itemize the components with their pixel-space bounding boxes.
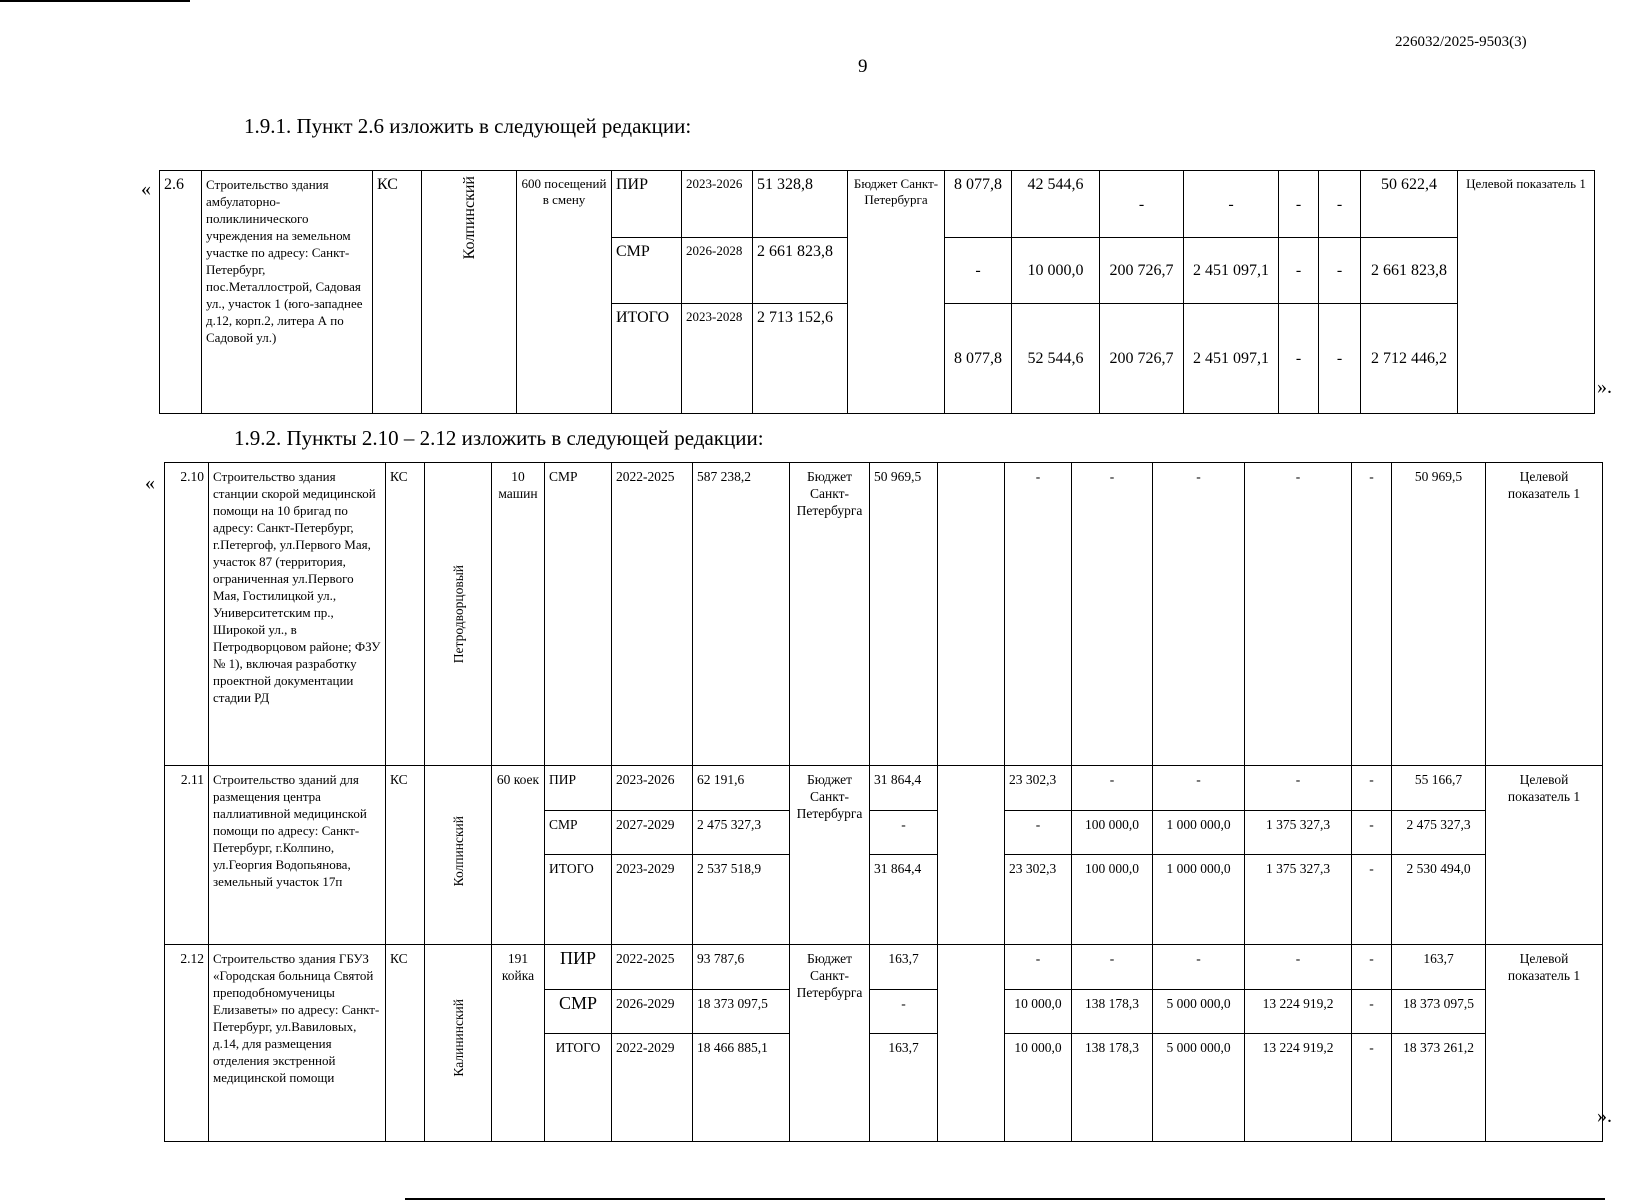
value: 10 000,0 bbox=[1012, 238, 1100, 304]
table-items-2-10-2-12 bbox=[164, 462, 1603, 1142]
funding-source: Бюджет Санкт-Петербурга bbox=[790, 945, 870, 1142]
period: 2022-2029 bbox=[612, 1034, 693, 1142]
value: - bbox=[1245, 945, 1352, 990]
value: 200 726,7 bbox=[1100, 238, 1184, 304]
district-cell bbox=[425, 945, 492, 1142]
period: 2023-2029 bbox=[612, 855, 693, 945]
value: 31 864,4 bbox=[870, 855, 938, 945]
district-name: Колпинский bbox=[460, 176, 478, 260]
row-total: 50 969,5 bbox=[1392, 463, 1486, 766]
stage: ИТОГО bbox=[545, 1034, 612, 1142]
value: - bbox=[1352, 766, 1392, 811]
value: - bbox=[870, 990, 938, 1034]
top-rule bbox=[0, 0, 190, 2]
target-indicator: Целевой показатель 1 bbox=[1486, 463, 1603, 766]
item-number: 2.11 bbox=[165, 766, 209, 945]
cost: 2 475 327,3 bbox=[693, 811, 790, 855]
value: 200 726,7 bbox=[1100, 304, 1184, 414]
value: - bbox=[1319, 238, 1361, 304]
value: - bbox=[1153, 463, 1245, 766]
cost: 2 661 823,8 bbox=[753, 238, 848, 304]
value: 1 375 327,3 bbox=[1245, 855, 1352, 945]
period: 2023-2026 bbox=[682, 171, 753, 238]
value: - bbox=[1072, 463, 1153, 766]
value: 10 000,0 bbox=[1005, 1034, 1072, 1142]
value: - bbox=[1072, 945, 1153, 990]
value: - bbox=[1072, 766, 1153, 811]
capacity: 60 коек bbox=[492, 766, 545, 945]
target-indicator: Целевой показатель 1 bbox=[1458, 171, 1595, 414]
value: 10 000,0 bbox=[1005, 990, 1072, 1034]
stage: ИТОГО bbox=[612, 304, 682, 414]
value: - bbox=[1184, 171, 1279, 238]
row-total: 2 530 494,0 bbox=[1392, 855, 1486, 945]
opening-quote: « bbox=[145, 472, 155, 494]
district-cell bbox=[425, 766, 492, 945]
cost: 93 787,6 bbox=[693, 945, 790, 990]
value: 1 000 000,0 bbox=[1153, 855, 1245, 945]
value: - bbox=[1352, 945, 1392, 990]
value bbox=[938, 463, 1005, 766]
cost: 62 191,6 bbox=[693, 766, 790, 811]
cost: 2 713 152,6 bbox=[753, 304, 848, 414]
value: 5 000 000,0 bbox=[1153, 990, 1245, 1034]
object-name: Строительство зданий для размещения центра паллиативной медицинской помощи по адресу: Санкт-Петербург, г.Колпино, ул.Георгия Водопьянова, земельный участок 17п bbox=[209, 766, 386, 945]
value: 1 375 327,3 bbox=[1245, 811, 1352, 855]
value bbox=[938, 945, 1005, 1142]
period: 2023-2026 bbox=[612, 766, 693, 811]
section-heading-1-9-1: 1.9.1. Пункт 2.6 изложить в следующей редакции: bbox=[244, 114, 692, 138]
value: 100 000,0 bbox=[1072, 855, 1153, 945]
value: - bbox=[1352, 1034, 1392, 1142]
row-total: 2 475 327,3 bbox=[1392, 811, 1486, 855]
value: 52 544,6 bbox=[1012, 304, 1100, 414]
table-row bbox=[165, 766, 1603, 811]
row-total: 2 661 823,8 bbox=[1361, 238, 1458, 304]
stage: ИТОГО bbox=[545, 855, 612, 945]
item-number: 2.10 bbox=[165, 463, 209, 766]
value: - bbox=[870, 811, 938, 855]
value: - bbox=[1005, 463, 1072, 766]
value: - bbox=[945, 238, 1012, 304]
closing-quote: ». bbox=[1597, 376, 1612, 398]
value: 13 224 919,2 bbox=[1245, 1034, 1352, 1142]
section-heading-1-9-2: 1.9.2. Пункты 2.10 – 2.12 изложить в следующей редакции: bbox=[234, 426, 764, 450]
row-total: 163,7 bbox=[1392, 945, 1486, 990]
district-name: Петродворцовый bbox=[450, 564, 466, 664]
value: 8 077,8 bbox=[945, 304, 1012, 414]
object-type: КС bbox=[386, 463, 425, 766]
district-cell bbox=[422, 171, 517, 414]
stage: ПИР bbox=[545, 945, 612, 990]
capacity: 10 машин bbox=[492, 463, 545, 766]
object-name: Строительство здания ГБУЗ «Городская больница Святой преподобномученицы Елизаветы» по адресу: Санкт-Петербург, ул.Вавиловых, д.14, для размещения отделения экстренной медицинской помощи bbox=[209, 945, 386, 1142]
value: 1 000 000,0 bbox=[1153, 811, 1245, 855]
value: - bbox=[1245, 463, 1352, 766]
value: - bbox=[1352, 990, 1392, 1034]
item-number: 2.12 bbox=[165, 945, 209, 1142]
row-total: 18 373 261,2 bbox=[1392, 1034, 1486, 1142]
value: 8 077,8 bbox=[945, 171, 1012, 238]
value: - bbox=[1245, 766, 1352, 811]
value: - bbox=[1153, 766, 1245, 811]
closing-quote: ». bbox=[1597, 1105, 1612, 1127]
period: 2022-2025 bbox=[612, 945, 693, 990]
row-total: 2 712 446,2 bbox=[1361, 304, 1458, 414]
funding-source: Бюджет Санкт-Петербурга bbox=[790, 766, 870, 945]
value: - bbox=[1005, 945, 1072, 990]
document-number: 226032/2025-9503(3) bbox=[1395, 34, 1527, 50]
target-indicator: Целевой показатель 1 bbox=[1486, 766, 1603, 945]
value: - bbox=[1279, 304, 1319, 414]
value: - bbox=[1005, 811, 1072, 855]
value: - bbox=[1319, 171, 1361, 238]
value: 100 000,0 bbox=[1072, 811, 1153, 855]
cost: 51 328,8 bbox=[753, 171, 848, 238]
stage: СМР bbox=[545, 811, 612, 855]
table-item-2-6 bbox=[159, 170, 1595, 414]
value: 138 178,3 bbox=[1072, 1034, 1153, 1142]
stage: ПИР bbox=[545, 766, 612, 811]
object-name: Строительство здания амбулаторно-поликлинического учреждения на земельном участке по адресу: Санкт-Петербург, пос.Металлострой, Садовая ул., участок 1 (юго-западнее д.12, корп.2, литера А по Садовой ул.) bbox=[202, 171, 373, 414]
district-name: Колпинский bbox=[450, 815, 466, 887]
object-name: Строительство здания станции скорой медицинской помощи на 10 бригад по адресу: Санкт-Петербург, г.Петергоф, ул.Первого Мая, участок 87 (территория, ограниченная ул.Первого Мая, Гостилицкой ул., Университетским пр., Широкой ул., в Петродворцовом районе; ФЗУ № 1), включая разработку проектной документации стадии РД bbox=[209, 463, 386, 766]
value: 31 864,4 bbox=[870, 766, 938, 811]
value: 50 969,5 bbox=[870, 463, 938, 766]
value: - bbox=[1319, 304, 1361, 414]
item-number: 2.6 bbox=[160, 171, 202, 414]
value: 42 544,6 bbox=[1012, 171, 1100, 238]
value: 163,7 bbox=[870, 1034, 938, 1142]
funding-source: Бюджет Санкт-Петербурга bbox=[790, 463, 870, 766]
target-indicator: Целевой показатель 1 bbox=[1486, 945, 1603, 1142]
cost: 18 466 885,1 bbox=[693, 1034, 790, 1142]
cost: 18 373 097,5 bbox=[693, 990, 790, 1034]
period: 2022-2025 bbox=[612, 463, 693, 766]
object-type: КС bbox=[386, 945, 425, 1142]
stage: ПИР bbox=[612, 171, 682, 238]
table-row bbox=[165, 463, 1603, 766]
value: - bbox=[1279, 238, 1319, 304]
opening-quote: « bbox=[141, 178, 151, 200]
value: 2 451 097,1 bbox=[1184, 238, 1279, 304]
capacity: 600 посещений в смену bbox=[517, 171, 612, 414]
stage: СМР bbox=[545, 990, 612, 1034]
stage: СМР bbox=[545, 463, 612, 766]
row-total: 50 622,4 bbox=[1361, 171, 1458, 238]
cost: 587 238,2 bbox=[693, 463, 790, 766]
value: - bbox=[1352, 855, 1392, 945]
value: 13 224 919,2 bbox=[1245, 990, 1352, 1034]
object-type: КС bbox=[386, 766, 425, 945]
value: 23 302,3 bbox=[1005, 855, 1072, 945]
object-type: КС bbox=[373, 171, 422, 414]
stage: СМР bbox=[612, 238, 682, 304]
district-name: Калининский bbox=[450, 998, 466, 1077]
table-row bbox=[165, 945, 1603, 990]
page-number: 9 bbox=[858, 56, 868, 77]
value: - bbox=[1153, 945, 1245, 990]
value: - bbox=[1279, 171, 1319, 238]
period: 2026-2029 bbox=[612, 990, 693, 1034]
row-total: 55 166,7 bbox=[1392, 766, 1486, 811]
period: 2026-2028 bbox=[682, 238, 753, 304]
value: - bbox=[1352, 811, 1392, 855]
capacity: 191 койка bbox=[492, 945, 545, 1142]
value: 2 451 097,1 bbox=[1184, 304, 1279, 414]
value: - bbox=[1100, 171, 1184, 238]
district-cell bbox=[425, 463, 492, 766]
value: 5 000 000,0 bbox=[1153, 1034, 1245, 1142]
value: - bbox=[1352, 463, 1392, 766]
value bbox=[938, 766, 1005, 945]
value: 138 178,3 bbox=[1072, 990, 1153, 1034]
cost: 2 537 518,9 bbox=[693, 855, 790, 945]
period: 2023-2028 bbox=[682, 304, 753, 414]
table-row bbox=[160, 171, 1595, 238]
value: 23 302,3 bbox=[1005, 766, 1072, 811]
funding-source: Бюджет Санкт-Петербурга bbox=[848, 171, 945, 414]
period: 2027-2029 bbox=[612, 811, 693, 855]
row-total: 18 373 097,5 bbox=[1392, 990, 1486, 1034]
value: 163,7 bbox=[870, 945, 938, 990]
